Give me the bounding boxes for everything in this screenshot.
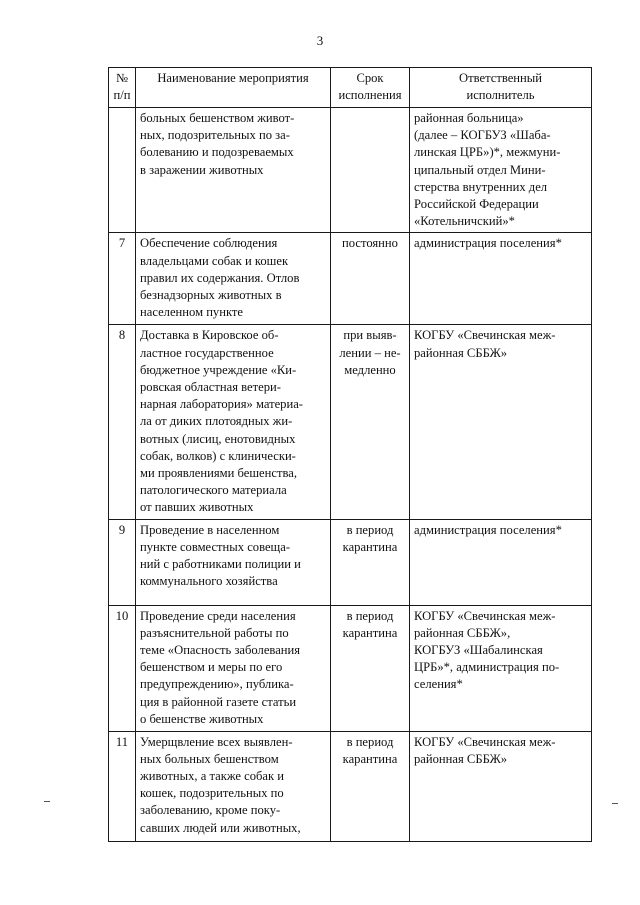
row-responsible: администрация поселения* <box>410 519 592 605</box>
table-row <box>109 108 592 233</box>
row-name: Обеспечение соблюдения владельцами собак и кошек правил их содержания. Отлов безнадзорных животных в населенном пункте <box>136 233 331 325</box>
row-num <box>109 108 136 233</box>
row-term <box>331 108 410 233</box>
header-responsible: Ответственный исполнитель <box>410 68 592 108</box>
table-row <box>109 325 592 519</box>
header-num: № п/п <box>109 68 136 108</box>
table-row <box>109 605 592 731</box>
table-row <box>109 233 592 325</box>
table-row <box>109 519 592 605</box>
row-num: 8 <box>109 325 136 519</box>
table-row <box>109 731 592 841</box>
row-term: в период карантина <box>331 519 410 605</box>
row-name: больных бешенством живот- ных, подозрительных по за- болеванию и подозреваемых в заражении животных <box>136 108 331 233</box>
row-responsible: КОГБУ «Свечинская меж- районная СББЖ» <box>410 731 592 841</box>
row-responsible: районная больница» (далее – КОГБУЗ «Шаба- линская ЦРБ»)*, межмуни- ципальный отдел Мини- стерства внутренних дел Российской Федерации «Котельничский»* <box>410 108 592 233</box>
row-responsible: администрация поселения* <box>410 233 592 325</box>
row-num: 11 <box>109 731 136 841</box>
row-num: 7 <box>109 233 136 325</box>
row-name: Проведение среди населения разъяснительной работы по теме «Опасность заболевания бешенством и меры по его предупреждению», публика- ция в районной газете статьи о бешенстве животных <box>136 605 331 731</box>
page-number: 3 <box>316 33 324 48</box>
table-header-row <box>109 68 592 108</box>
header-term: Срок исполнения <box>331 68 410 108</box>
row-num: 10 <box>109 605 136 731</box>
scan-mark <box>44 801 50 802</box>
row-name: Доставка в Кировское об- ластное государственное бюджетное учреждение «Ки- ровская областная ветери- нарная лаборатория» материа- ла от диких плотоядных жи- вотных (лисиц, енотовидных собак, волков) с клинически- ми проявлениями бешенства, патологического материала от павших животных <box>136 325 331 519</box>
row-term: при выяв- лении – не- медленно <box>331 325 410 519</box>
measures-table <box>108 67 592 842</box>
scan-mark <box>612 803 618 804</box>
row-term: постоянно <box>331 233 410 325</box>
row-num: 9 <box>109 519 136 605</box>
row-name: Проведение в населенном пункте совместных совеща- ний с работниками полиции и коммунального хозяйства <box>136 519 331 605</box>
row-responsible: КОГБУ «Свечинская меж- районная СББЖ» <box>410 325 592 519</box>
row-term: в период карантина <box>331 731 410 841</box>
row-term: в период карантина <box>331 605 410 731</box>
row-responsible: КОГБУ «Свечинская меж- районная СББЖ», КОГБУЗ «Шабалинская ЦРБ»*, администрация по- селения* <box>410 605 592 731</box>
header-name: Наименование мероприятия <box>136 68 331 108</box>
row-name: Умерщвление всех выявлен- ных больных бешенством животных, а также собак и кошек, подозрительных по заболеванию, кроме поку- савших людей или животных, <box>136 731 331 841</box>
